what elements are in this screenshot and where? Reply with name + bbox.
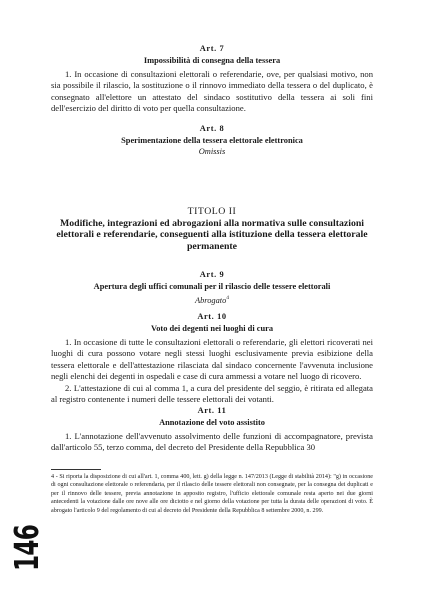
article-number: Art. 11 [197,406,227,415]
footnote: 4 - Si riporta la disposizione di cui all'art. 1, comma 400, lett. g) della legge n. 147/2013 (Legge di stabilità 2014): "g) in occasione di ogni consultazione elettorale o referendaria, per il rilascio delle tessere elettorali non consegnate, per la consegna dei duplicati e per il rinnovo delle tessere, previa annotazione in apposito registro, l'ufficio elettorale comunale resta aperto nei due giorni antecedenti la votazione dalle ore nove alle ore diciotto e nel giorno della votazione per tutta la durata delle operazioni di voto. È abrogato l'articolo 9 del regolamento di cui al decreto del Presidente della Repubblica 8 settembre 2000, n. 299. [51,474,373,514]
article-11 [51,406,373,454]
article-7 [51,44,373,115]
article-10 [51,312,373,406]
article-number: Art. 9 [199,270,225,279]
article-note: Omissis [198,146,226,156]
page-number: 146 [6,524,46,572]
titolo-heading: Modifiche, integrazioni ed abrogazioni alla normativa sulle consultazioni elettorali e referendarie, conseguenti alla istituzione della tessera elettorale permanente [56,218,368,252]
article-title: Voto dei degenti nei luoghi di cura [150,324,274,333]
paragraph: 1. In occasione di consultazioni elettorali o referendarie, ove, per qualsiasi motivo, non sia possibile il rilascio, la sostituzione o il rinnovo immediato della tessera o del duplicato, è consegnato all'elettore un attestato del sindaco sostitutivo della tessera ai soli fini dell'esercizio del diritto di voto per quella consultazione. [51,68,373,114]
article-number: Art. 8 [199,124,225,133]
article-title: Annotazione del voto assistito [159,418,265,427]
footnote-ref: 4 [226,294,230,301]
article-note: Abrogato [194,295,227,305]
titolo-2 [51,206,373,252]
article-body [51,69,373,115]
article-9 [51,270,373,306]
paragraph: 1. L'annotazione dell'avvenuto assolvimento delle funzioni di accompagnatore, prevista dall'articolo 55, terzo comma, del decreto del Presidente della Repubblica 30 [51,430,373,453]
article-title: Impossibilità di consegna della tessera [143,56,281,65]
article-8 [51,124,373,157]
paragraph: 1. In occasione di tutte le consultazioni elettorali o referendarie, gli elettori ricoverati nei luoghi di cura possono votare negli stessi luoghi esclusivamente previa esibizione della tessera elettorale e dell'attestazione rilasciata dal sindaco concernente l'avvenuta inclusione negli elenchi dei degenti in ospedali e case di cura ammessi a votare nel luogo di ricovero. [51,336,373,382]
article-note-wrap [51,293,373,306]
titolo-label: TITOLO II [187,206,237,217]
paragraph: 2. L'attestazione di cui al comma 1, a cura del presidente del seggio, è ritirata ed allegata al registro contenente i numeri delle tessere elettorali dei votanti. [51,382,373,405]
article-body [51,431,373,454]
article-number: Art. 10 [197,312,227,321]
article-title: Apertura degli uffici comunali per il rilascio delle tessere elettorali [93,282,331,291]
footnote-divider [51,469,101,470]
article-title: Sperimentazione della tessera elettorale elettronica [121,136,303,145]
article-body [51,337,373,407]
article-number: Art. 7 [199,44,225,53]
